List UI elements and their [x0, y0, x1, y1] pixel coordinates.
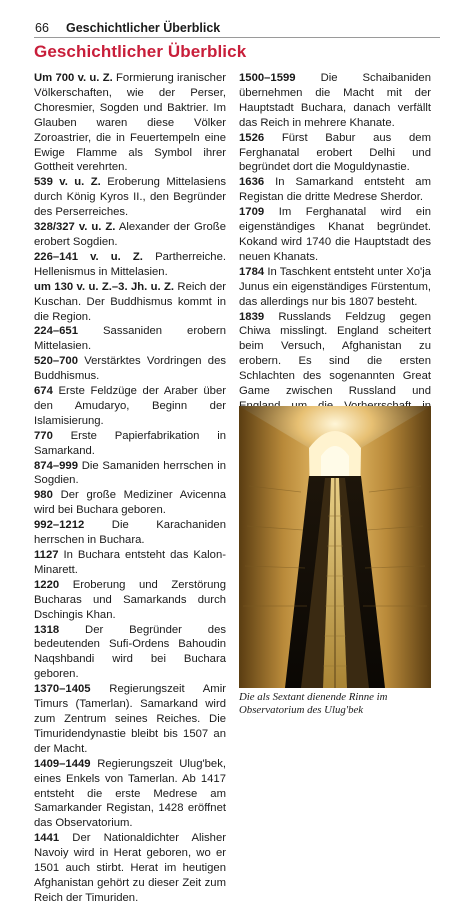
entry-year: 1441 — [34, 832, 60, 845]
entry-text: Regierungszeit Amir Timurs (Tamerlan). Samarkand wird zum Zentrum seines Reiches. Die Timuridendynastie bleibt bis 1507 an der Macht. — [34, 683, 226, 755]
entry-text: In Taschkent entsteht unter Xo'ja Junus ein eigenständiges Fürstentum, das allerdings nur bis 1807 besteht. — [239, 265, 431, 308]
timeline-entry — [239, 205, 431, 265]
photo-caption: Die als Sextant dienende Rinne im Observatorium des Ulug'bek — [239, 691, 388, 716]
running-title: Geschichtlicher Überblick — [66, 21, 221, 35]
timeline-entry — [34, 280, 226, 325]
timeline-entry — [34, 623, 226, 683]
entry-text: Partherreiche. Hellenismus in Mittelasien. — [34, 250, 227, 278]
observatory-sextant-photo — [239, 406, 431, 688]
entry-text: In Buchara entsteht das Kalon-Minarett. — [34, 549, 226, 576]
entry-year: 328/327 v. u. Z. — [34, 221, 116, 234]
entry-year: 226–141 v. u. Z. — [34, 250, 143, 263]
entry-text: Fürst Babur aus dem Ferghanatal erobert Delhi und begründet dort die Moguldynastie. — [239, 131, 432, 174]
entry-year: 1526 — [239, 131, 265, 144]
entry-year: 1127 — [34, 549, 59, 561]
entry-year: 1500–1599 — [239, 72, 296, 84]
page-number: 66 — [35, 21, 49, 35]
timeline-entry — [34, 250, 226, 280]
entry-text: Reich der Kuschan. Der Buddhismus kommt in die Region. — [34, 280, 226, 323]
timeline-entry — [34, 518, 226, 548]
entry-year: 1220 — [34, 578, 60, 591]
entry-text: Die Schaibaniden übernehmen die Macht mit der Hauptstadt Buchara, danach verfällt das Reich in mehrere Khanate. — [239, 72, 431, 129]
entry-text: Formierung iranischer Völkerschaften, wie der Perser, Choresmier, Sogden und Baktrier. Im Glauben waren diese Völker Zoroastrier, die in Feuertempeln eine Ewige Flamme als Symbol ihrer Gottheit verehrten. — [34, 72, 227, 174]
running-head — [34, 15, 440, 38]
timeline-entry — [34, 354, 226, 384]
entry-year: 674 — [34, 385, 53, 398]
entry-text: Alexander der Große erobert Sogdien. — [34, 221, 226, 248]
timeline-entry — [34, 488, 226, 518]
entry-year: 992–1212 — [34, 519, 85, 532]
entry-text: Die Karachaniden herrschen in Buchara. — [34, 519, 226, 547]
entry-text: Der große Mediziner Avicenna wird bei Buchara geboren. — [34, 489, 226, 517]
timeline-left-column — [34, 71, 226, 906]
timeline-entry — [34, 220, 226, 250]
entry-text: Erste Feldzüge der Araber über den Amudaryo, Beginn der Islamisierung. — [34, 385, 227, 427]
photo-illustration — [239, 406, 431, 688]
section-title: Geschichtlicher Überblick — [34, 42, 247, 61]
entry-year: um 130 v. u. Z.–3. Jh. u. Z. — [34, 280, 175, 293]
entry-text: Eroberung Mittelasiens durch König Kyros II., den Begründer des Perserreiches. — [34, 176, 227, 219]
entry-text: Die Samaniden herrschen in Sogdien. — [34, 459, 227, 487]
entry-year: 1784 — [239, 265, 265, 278]
entry-year: 539 v. u. Z. — [34, 176, 101, 189]
entry-year: 874–999 — [34, 459, 78, 472]
entry-text: In Samarkand entsteht am Registan die dritte Medrese Sherdor. — [239, 176, 432, 204]
entry-year: 1839 — [239, 310, 265, 323]
timeline-entry — [34, 548, 226, 578]
timeline-entry — [239, 175, 431, 205]
timeline-entry — [34, 175, 226, 220]
entry-text: Regierungszeit Ulug'bek, eines Enkels von Tamerlan. Ab 1417 entsteht die erste Medrese am Samarkander Registan, 1428 eröffnet das Observatorium. — [34, 757, 226, 830]
timeline-entry — [34, 578, 226, 623]
timeline-entry — [34, 682, 226, 757]
entry-text: Eroberung und Zerstörung Bucharas und Samarkands durch Dschingis Khan. — [34, 578, 226, 621]
entry-text: Der Nationaldichter Alisher Navoiy wird in Herat geboren, wo er 1501 auch stirbt. Herat im heutigen Afghanistan gehört zu dieser Zeit zum Reich der Timuriden. — [34, 832, 227, 904]
timeline-entry — [239, 71, 431, 131]
entry-text: Erste Papierfabrikation in Samarkand. — [34, 429, 226, 457]
entry-year: 980 — [34, 489, 53, 502]
entry-year: 1636 — [239, 176, 265, 189]
timeline-entry — [34, 324, 226, 354]
entry-text: Russlands Feldzug gegen Chiwa misslingt. England scheitert beim Versuch, Afghanistan zu erobern. Es sind die ersten Schlachten des sogenannten Great Game zwischen Russland und — [239, 310, 431, 398]
entry-text: Im Ferghanatal wird ein eigenständiges Khanat begründet. Kokand wird 1740 die Hauptstadt des neuen Khanats. — [239, 206, 432, 263]
timeline-entry — [34, 757, 226, 832]
timeline-entry — [239, 131, 431, 176]
timeline-entry — [34, 459, 226, 489]
timeline-entry — [34, 384, 226, 429]
entry-text: Verstärktes Vordringen des Buddhismus. — [34, 355, 226, 383]
entry-year: 1709 — [239, 206, 265, 219]
entry-year: 224–651 — [34, 325, 78, 338]
timeline-entry — [34, 831, 226, 906]
entry-year: Um 700 v. u. Z. — [34, 72, 113, 84]
entry-year: 1370–1405 — [34, 683, 91, 696]
entry-text: Sassaniden erobern Mittelasien. — [34, 325, 226, 353]
entry-year: 1409–1449 — [34, 757, 91, 770]
timeline-entry — [34, 71, 226, 175]
entry-year: 520–700 — [34, 355, 78, 368]
entry-year: 1318 — [34, 623, 60, 636]
timeline-entry — [239, 265, 431, 310]
entry-text: Der Begründer des bedeutenden Sufi-Ordens Bahoudin Naqshbandi wird bei Buchara geboren. — [34, 623, 227, 681]
timeline-entry — [34, 429, 226, 459]
entry-year: 770 — [34, 429, 53, 442]
